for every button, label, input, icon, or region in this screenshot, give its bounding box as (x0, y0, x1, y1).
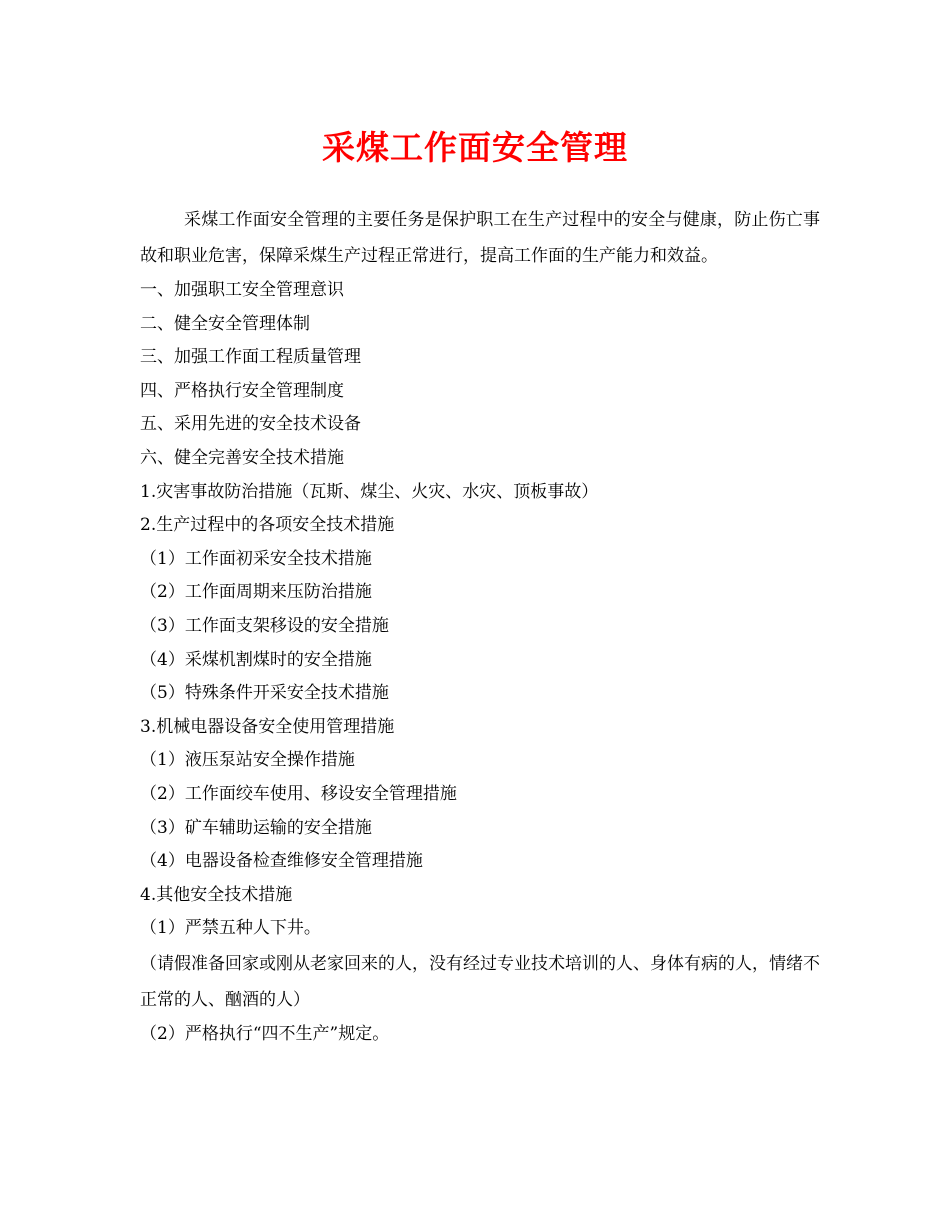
document-title: 采煤工作面安全管理 (322, 128, 628, 167)
list-item: （2）工作面周期来压防治措施 (140, 582, 372, 603)
list-item: 3.机械电器设备安全使用管理措施 (140, 716, 395, 737)
list-item: （2）工作面绞车使用、移设安全管理措施 (140, 783, 457, 804)
list-item: 1.灾害事故防治措施（瓦斯、煤尘、火灾、水灾、顶板事故） (140, 481, 599, 502)
list-item: （1）严禁五种人下井。 (140, 918, 321, 939)
list-item: 四、严格执行安全管理制度 (140, 380, 344, 401)
list-item: （4）采煤机割煤时的安全措施 (140, 649, 372, 670)
list-item: 4.其他安全技术措施 (140, 884, 293, 905)
list-item: 三、加强工作面工程质量管理 (140, 347, 361, 368)
list-item: 六、健全完善安全技术措施 (140, 447, 344, 468)
list-item: （5）特殊条件开采安全技术措施 (140, 683, 389, 704)
list-item: （3）矿车辅助运输的安全措施 (140, 817, 372, 838)
list-item: （3）工作面支架移设的安全措施 (140, 615, 389, 636)
list-item: 一、加强职工安全管理意识 (140, 280, 344, 300)
list-item: （1）工作面初采安全技术措施 (140, 548, 372, 569)
note-paragraph: （请假准备回家或刚从老家回来的人，没有经过专业技术培训的人、身体有病的人，情绪不正常的人、酗酒的人） (140, 953, 820, 1010)
list-item: （4）电器设备检查维修安全管理措施 (140, 851, 423, 872)
list-item: 2.生产过程中的各项安全技术措施 (140, 515, 395, 536)
list-item: 二、健全安全管理体制 (140, 313, 310, 334)
list-item: （1）液压泵站安全操作措施 (140, 750, 355, 771)
list-item: 五、采用先进的安全技术设备 (140, 414, 361, 435)
list-item: （2）严格执行“四不生产”规定。 (140, 1023, 390, 1044)
intro-paragraph: 采煤工作面安全管理的主要任务是保护职工在生产过程中的安全与健康，防止伤亡事故和职业危害，保障采煤生产过程正常进行，提高工作面的生产能力和效益。 (140, 210, 820, 266)
document-body (140, 202, 820, 1051)
